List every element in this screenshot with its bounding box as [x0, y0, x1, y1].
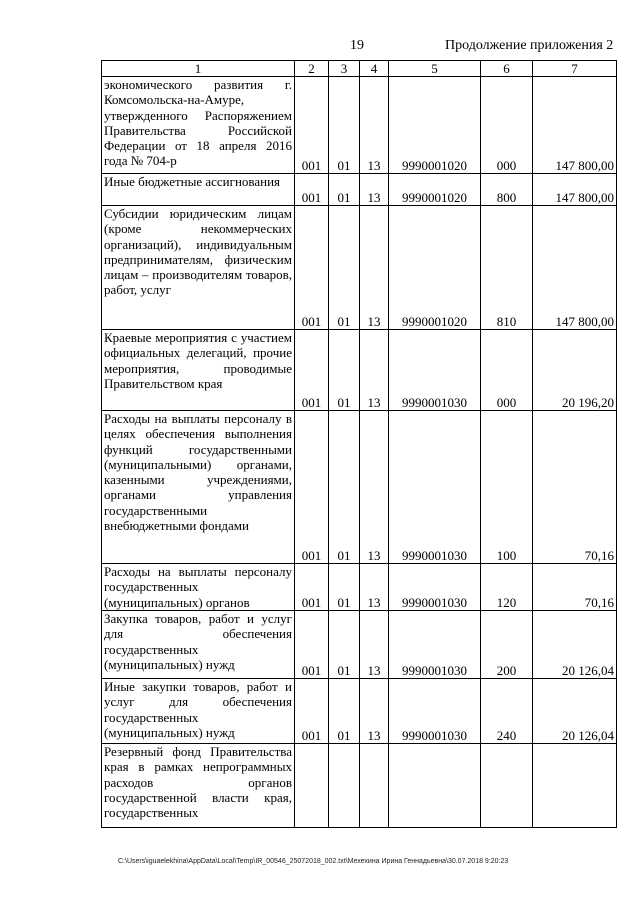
row-code-3 — [329, 744, 360, 828]
row-code-4: 13 — [360, 174, 389, 206]
row-code-2: 001 — [295, 411, 329, 564]
row-code-4: 13 — [360, 411, 389, 564]
column-header: 2 — [295, 61, 329, 77]
row-code-4: 13 — [360, 206, 389, 330]
row-amount: 147 800,00 — [533, 206, 617, 330]
page-number: 19 — [350, 38, 364, 53]
row-code-3: 01 — [329, 174, 360, 206]
row-code-5: 9990001020 — [389, 77, 481, 174]
row-code-5: 9990001030 — [389, 679, 481, 744]
row-amount: 70,16 — [533, 411, 617, 564]
table-row — [102, 174, 617, 206]
column-header: 5 — [389, 61, 481, 77]
column-header: 4 — [360, 61, 389, 77]
appendix-continuation: Продолжение приложения 2 — [445, 38, 614, 53]
row-name: Иные бюджетные ассигнования — [102, 174, 295, 206]
row-code-6: 100 — [481, 411, 533, 564]
row-name: Иные закупки товаров, работ и услуг для обеспечения государственных (муниципальных) нужд — [102, 679, 295, 744]
row-code-3: 01 — [329, 411, 360, 564]
column-header: 6 — [481, 61, 533, 77]
column-header: 3 — [329, 61, 360, 77]
budget-table — [101, 60, 617, 828]
row-name: Закупка товаров, работ и услуг для обеспечения государственных (муниципальных) нужд — [102, 611, 295, 679]
row-name: Расходы на выплаты персоналу в целях обеспечения выполнения функций государственными (муниципальными) органами, казенными учреждениями, органами управления государственными внебюджетными фондами — [102, 411, 295, 564]
row-name: Краевые мероприятия с участием официальных делегаций, прочие мероприятия, проводимые Правительством края — [102, 330, 295, 411]
row-code-5: 9990001030 — [389, 611, 481, 679]
column-header: 1 — [102, 61, 295, 77]
row-code-3: 01 — [329, 77, 360, 174]
row-code-6: 240 — [481, 679, 533, 744]
row-code-5: 9990001020 — [389, 174, 481, 206]
row-code-2: 001 — [295, 206, 329, 330]
row-amount: 20 126,04 — [533, 611, 617, 679]
row-code-4: 13 — [360, 611, 389, 679]
row-code-2: 001 — [295, 174, 329, 206]
row-code-5 — [389, 744, 481, 828]
table-header-row — [102, 61, 617, 77]
row-code-5: 9990001020 — [389, 206, 481, 330]
table-row — [102, 564, 617, 611]
column-header: 7 — [533, 61, 617, 77]
table-row — [102, 330, 617, 411]
row-code-6: 800 — [481, 174, 533, 206]
table-row — [102, 206, 617, 330]
row-code-5: 9990001030 — [389, 411, 481, 564]
row-name: Резервный фонд Правительства края в рамках непрограммных расходов органов государственной власти края, государственных — [102, 744, 295, 828]
row-code-3: 01 — [329, 564, 360, 611]
table-row — [102, 679, 617, 744]
row-code-2: 001 — [295, 611, 329, 679]
row-code-4: 13 — [360, 564, 389, 611]
row-amount — [533, 744, 617, 828]
row-code-6: 120 — [481, 564, 533, 611]
row-code-2 — [295, 744, 329, 828]
row-name: Субсидии юридическим лицам (кроме некоммерческих организаций), индивидуальным предпринимателям, физическим лицам – производителям товаров, работ, услуг — [102, 206, 295, 330]
row-name: Расходы на выплаты персоналу государственных (муниципальных) органов — [102, 564, 295, 611]
row-code-6: 200 — [481, 611, 533, 679]
document-path-footer: C:\Users\iguaelekhina\AppData\Local\Temp\IR_00546_25072018_002.txt\Мехехина Ирина Геннадьевна\30.07.2018 9:20:23 — [118, 858, 509, 865]
row-code-2: 001 — [295, 330, 329, 411]
row-code-6 — [481, 744, 533, 828]
row-name: экономического развития г. Комсомольска-на-Амуре, утвержденного Распоряжением Правительства Российской Федерации от 18 апреля 2016 года № 704-р — [102, 77, 295, 174]
row-code-6: 000 — [481, 77, 533, 174]
row-code-6: 000 — [481, 330, 533, 411]
row-code-6: 810 — [481, 206, 533, 330]
row-amount: 70,16 — [533, 564, 617, 611]
row-code-4: 13 — [360, 679, 389, 744]
row-amount: 20 196,20 — [533, 330, 617, 411]
row-amount: 147 800,00 — [533, 77, 617, 174]
table-row — [102, 611, 617, 679]
row-code-2: 001 — [295, 77, 329, 174]
row-code-5: 9990001030 — [389, 330, 481, 411]
row-code-4: 13 — [360, 330, 389, 411]
row-amount: 147 800,00 — [533, 174, 617, 206]
table-row — [102, 744, 617, 828]
row-code-3: 01 — [329, 679, 360, 744]
row-code-5: 9990001030 — [389, 564, 481, 611]
table-row — [102, 411, 617, 564]
row-code-4: 13 — [360, 77, 389, 174]
row-code-2: 001 — [295, 679, 329, 744]
row-code-4 — [360, 744, 389, 828]
row-code-3: 01 — [329, 611, 360, 679]
row-amount: 20 126,04 — [533, 679, 617, 744]
row-code-2: 001 — [295, 564, 329, 611]
row-code-3: 01 — [329, 330, 360, 411]
table-row — [102, 77, 617, 174]
row-code-3: 01 — [329, 206, 360, 330]
